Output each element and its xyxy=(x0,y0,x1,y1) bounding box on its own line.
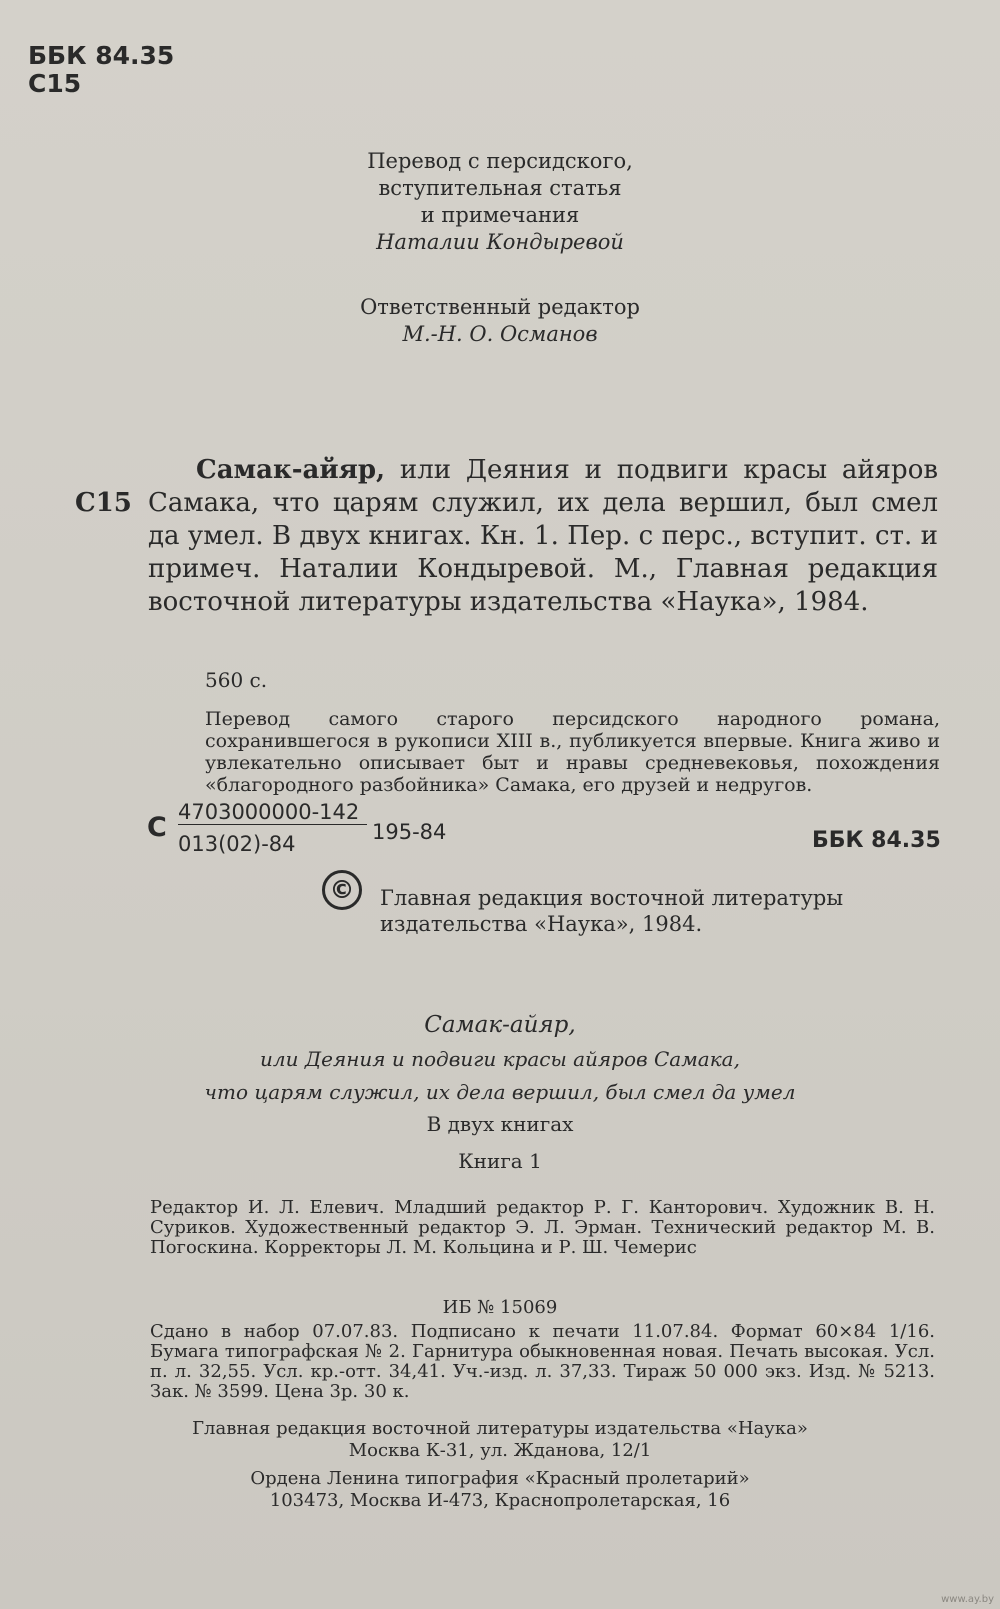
author-mark-top-line: С15 xyxy=(28,69,82,98)
translation-credit xyxy=(0,148,1000,256)
title-block-title: Самак-айяр, xyxy=(424,1012,576,1038)
title-block-subtitle-2: что царям служил, их дела вершил, был смел да умел xyxy=(204,1080,796,1104)
imprint-publisher-address: Москва К-31, ул. Жданова, 12/1 xyxy=(348,1440,652,1461)
catalog-code-numerator: 4703000000-142 xyxy=(178,800,367,825)
translator-name: Наталии Кондыревой xyxy=(376,230,624,254)
catalog-code-number: 195-84 xyxy=(372,820,447,844)
imprint-publisher: Главная редакция восточной литературы издательства «Наука» xyxy=(192,1418,808,1439)
imprint-printer: Ордена Ленина типография «Красный пролетарий» xyxy=(250,1468,750,1489)
copyright-text: Главная редакция восточной литературы издательства «Наука», 1984. xyxy=(380,886,844,936)
credit-line: и примечания xyxy=(420,203,580,227)
editor-label: Ответственный редактор xyxy=(360,295,640,319)
bbk-code-top xyxy=(28,42,174,98)
imprint-print-details: Сдано в набор 07.07.83. Подписано к печати 11.07.84. Формат 60×84 1/16. Бумага типографская № 2. Гарнитура обыкновенная новая. Печать высокая. Усл. п. л. 32,55. Усл. кр.-отт. 34,41. Уч.-изд. л. 37,33. Тираж 50 000 экз. Изд. № 5213. Зак. № 3599. Цена 3р. 30 к. xyxy=(150,1321,935,1402)
credit-line: Перевод с персидского, xyxy=(367,149,633,173)
catalog-index: С15 xyxy=(75,488,132,518)
editor-credit xyxy=(0,294,1000,348)
bbk-code-right: ББК 84.35 xyxy=(812,828,941,853)
title-block-subtitle-1: или Деяния и подвиги красы айяров Самака, xyxy=(260,1047,740,1071)
page-count: 560 с. xyxy=(205,668,268,692)
title-block-books: В двух книгах xyxy=(426,1112,574,1136)
credit-line: вступительная статья xyxy=(378,176,622,200)
bbk-top-line: ББК 84.35 xyxy=(28,41,175,70)
catalog-code-denominator: 013(02)-84 xyxy=(178,832,296,856)
title-block-book-number: Книга 1 xyxy=(458,1149,542,1173)
watermark: www.ay.by xyxy=(941,1594,994,1605)
catalog-entry xyxy=(148,454,938,619)
imprint-printer-address: 103473, Москва И-473, Краснопролетарская, 16 xyxy=(269,1490,731,1511)
catalog-title: Самак-айяр, xyxy=(196,455,386,485)
imprint-ib-number: ИБ № 15069 xyxy=(442,1297,558,1318)
annotation: Перевод самого старого персидского народного романа, сохранившегося в рукописи XIII в., публикуется впервые. Книга живо и увлекательно описывает быт и нравы средневековья, похождения «благородного разбойника» Самака, его друзей и недругов. xyxy=(205,708,940,796)
copyright-icon: © xyxy=(322,870,362,910)
imprint-staff: Редактор И. Л. Елевич. Младший редактор Р. Г. Канторович. Художник В. Н. Суриков. Художественный редактор Э. Л. Эрман. Технический редактор М. В. Погоскина. Корректоры Л. М. Кольцина и Р. Ш. Чемерис xyxy=(150,1197,935,1258)
catalog-entry-text: или Деяния и подвиги красы айяров Самака, что царям служил, их дела вершил, был смел да умел. В двух книгах. Кн. 1. Пер. с перс., вступит. ст. и примеч. Наталии Кондыревой. М., Главная редакция восточной литературы издательства «Наука», 1984. xyxy=(148,455,938,617)
editor-name: М.-Н. О. Османов xyxy=(402,322,598,346)
catalog-code-letter: С xyxy=(147,812,167,843)
